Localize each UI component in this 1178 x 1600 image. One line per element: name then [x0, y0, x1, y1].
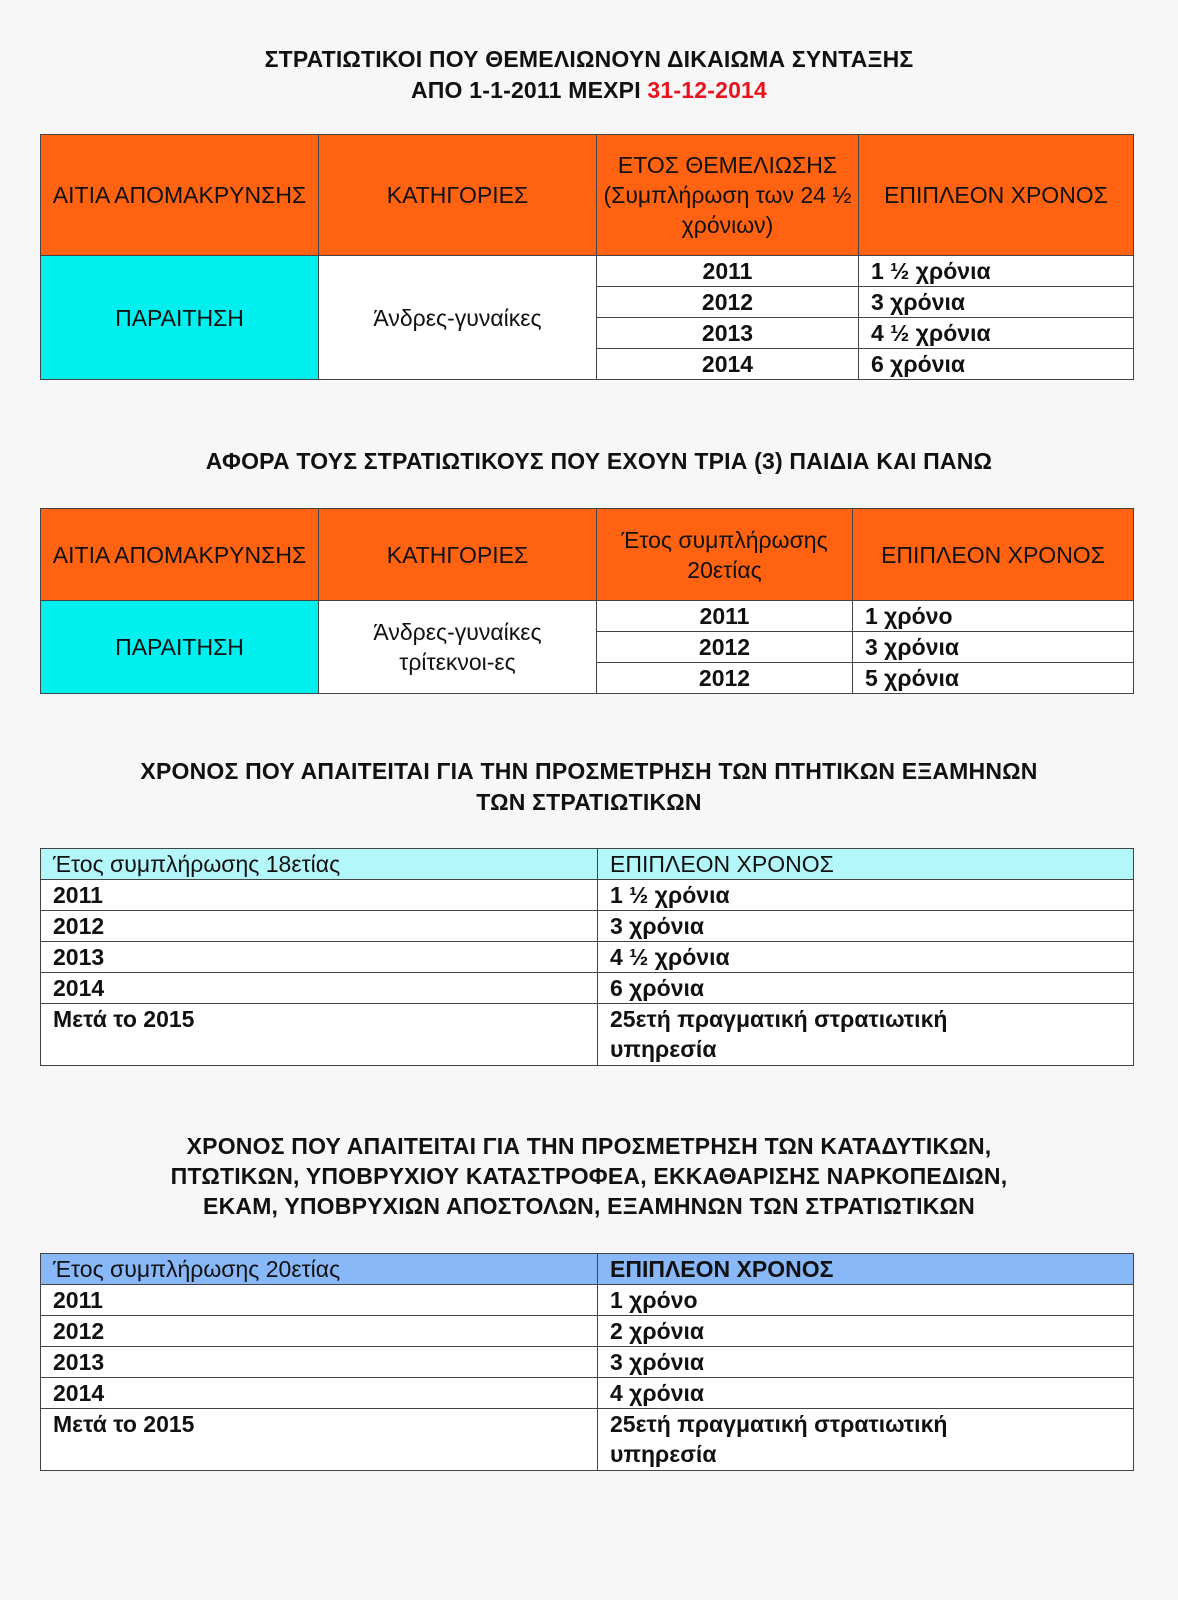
table-row-year: 2014: [41, 973, 598, 1004]
table-row-year: 2012: [41, 911, 598, 942]
header-year: Έτος συμπλήρωσης 18ετίας: [41, 849, 598, 880]
cause-cell: ΠΑΡΑΙΤΗΣΗ: [41, 256, 319, 380]
section2-title: ΑΦΟΡΑ ΤΟΥΣ ΣΤΡΑΤΙΩΤΙΚΟΥΣ ΠΟΥ ΕΧΟΥΝ ΤΡΙΑ (3) ΠΑΙΔΙΑ ΚΑΙ ΠΑΝΩ: [205, 448, 993, 474]
table-row-year: Μετά το 2015: [41, 1004, 598, 1066]
header-extra: ΕΠΙΠΛΕΟΝ ΧΡΟΝΟΣ: [598, 849, 1134, 880]
section3-title-line1: ΧΡΟΝΟΣ ΠΟΥ ΑΠΑΙΤΕΙΤΑΙ ΓΙΑ ΤΗΝ ΠΡΟΣΜΕΤΡΗΣΗ ΤΩΝ ΠΤΗΤΙΚΩΝ ΕΞΑΜΗΝΩΝ: [140, 758, 1038, 784]
table-row-year: 2012: [597, 632, 853, 663]
table-row-year: 2011: [597, 601, 853, 632]
table-row-extra: 6 χρόνια: [859, 349, 1134, 380]
header-year: Έτος συμπλήρωσης 20ετίας: [597, 509, 853, 601]
table-row-extra: 1 ½ χρόνια: [859, 256, 1134, 287]
header-extra: ΕΠΙΠΛΕΟΝ ΧΡΟΝΟΣ: [859, 135, 1134, 256]
table-row-extra: 4 χρόνια: [598, 1378, 1134, 1409]
header-extra: ΕΠΙΠΛΕΟΝ ΧΡΟΝΟΣ: [598, 1254, 1134, 1285]
section4-title-line1: ΧΡΟΝΟΣ ΠΟΥ ΑΠΑΙΤΕΙΤΑΙ ΓΙΑ ΤΗΝ ΠΡΟΣΜΕΤΡΗΣΗ ΤΩΝ ΚΑΤΑΔΥΤΙΚΩΝ,: [186, 1133, 992, 1159]
section4-title-line2: ΠΤΩΤΙΚΩΝ, ΥΠΟΒΡΥΧΙΟΥ ΚΑΤΑΣΤΡΟΦΕΑ, ΕΚΚΑΘΑΡΙΣΗΣ ΝΑΡΚΟΠΕΔΙΩΝ,: [170, 1163, 1008, 1189]
table-row-year: 2011: [41, 880, 598, 911]
table-row-extra: 2 χρόνια: [598, 1316, 1134, 1347]
table-row-year: Μετά το 2015: [41, 1409, 598, 1471]
table-row-extra: 5 χρόνια: [853, 663, 1134, 694]
table-row-year: 2013: [41, 1347, 598, 1378]
table-row-year: 2012: [597, 287, 859, 318]
table-row-year: 2014: [41, 1378, 598, 1409]
section1-title-line2: ΑΠΟ 1-1-2011 ΜΕΧΡΙ 31-12-2014: [410, 77, 768, 103]
table-three-children: [40, 508, 1134, 694]
table-row-year: 2011: [41, 1285, 598, 1316]
table-row-extra: 3 χρόνια: [859, 287, 1134, 318]
table-row-extra: 1 ½ χρόνια: [598, 880, 1134, 911]
section1-title-line1: ΣΤΡΑΤΙΩΤΙΚΟΙ ΠΟΥ ΘΕΜΕΛΙΩΝΟΥΝ ΔΙΚΑΙΩΜΑ ΣΥΝΤΑΞΗΣ: [264, 46, 914, 72]
table-row-extra: 3 χρόνια: [853, 632, 1134, 663]
category-cell: Άνδρες-γυναίκες: [319, 256, 597, 380]
header-cause: ΑΙΤΙΑ ΑΠΟΜΑΚΡΥΝΣΗΣ: [41, 135, 319, 256]
header-cause: ΑΙΤΙΑ ΑΠΟΜΑΚΡΥΝΣΗΣ: [41, 509, 319, 601]
table-row-year: 2012: [41, 1316, 598, 1347]
section4-title: [0, 1131, 1178, 1221]
table-row-extra: 1 χρόνο: [853, 601, 1134, 632]
table-row-year: 2013: [597, 318, 859, 349]
header-year: Έτος συμπλήρωσης 20ετίας: [41, 1254, 598, 1285]
section1-title: [0, 44, 1178, 106]
table-pension-rights: [40, 134, 1134, 380]
table-row-extra: 25ετή πραγματική στρατιωτική υπηρεσία: [598, 1004, 1134, 1066]
table-row-extra: 25ετή πραγματική στρατιωτική υπηρεσία: [598, 1409, 1134, 1471]
end-date-highlight: 31-12-2014: [647, 77, 768, 103]
table-diving-semesters: [40, 1253, 1134, 1471]
section3-title: [0, 756, 1178, 818]
table-flight-semesters: [40, 848, 1134, 1066]
category-cell: Άνδρες-γυναίκες τρίτεκνοι-ες: [319, 601, 597, 694]
header-extra: ΕΠΙΠΛΕΟΝ ΧΡΟΝΟΣ: [853, 509, 1134, 601]
table-row-year: 2011: [597, 256, 859, 287]
header-categories: ΚΑΤΗΓΟΡΙΕΣ: [319, 509, 597, 601]
header-categories: ΚΑΤΗΓΟΡΙΕΣ: [319, 135, 597, 256]
table-row-year: 2013: [41, 942, 598, 973]
table-row-extra: 4 ½ χρόνια: [859, 318, 1134, 349]
table-row-extra: 6 χρόνια: [598, 973, 1134, 1004]
cause-cell: ΠΑΡΑΙΤΗΣΗ: [41, 601, 319, 694]
section4-title-line3: ΕΚΑΜ, ΥΠΟΒΡΥΧΙΩΝ ΑΠΟΣΤΟΛΩΝ, ΕΞΑΜΗΝΩΝ ΤΩΝ ΣΤΡΑΤΙΩΤΙΚΩΝ: [203, 1193, 975, 1219]
table-row-extra: 1 χρόνο: [598, 1285, 1134, 1316]
table-row-extra: 3 χρόνια: [598, 1347, 1134, 1378]
table-row-year: 2012: [597, 663, 853, 694]
table-row-extra: 4 ½ χρόνια: [598, 942, 1134, 973]
section3-title-line2: ΤΩΝ ΣΤΡΑΤΙΩΤΙΚΩΝ: [476, 789, 702, 815]
table-row-extra: 3 χρόνια: [598, 911, 1134, 942]
header-year: ΕΤΟΣ ΘΕΜΕΛΙΩΣΗΣ (Συμπλήρωση των 24 ½ χρόνιων): [597, 135, 859, 256]
table-row-year: 2014: [597, 349, 859, 380]
